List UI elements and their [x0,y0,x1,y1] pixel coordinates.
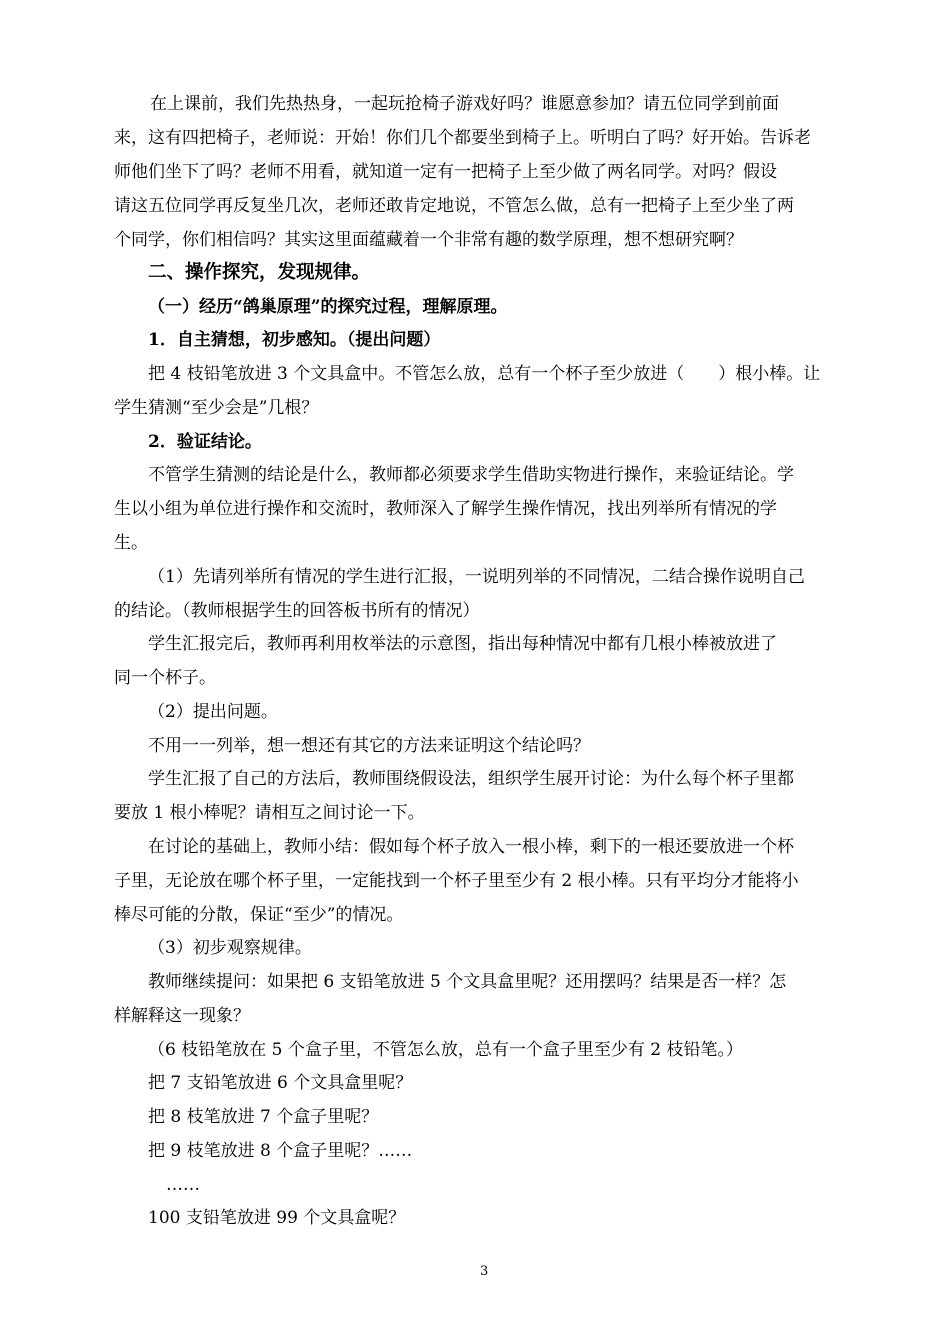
step-1-line-2: 学生猜测“至少会是”几根？ [114,398,319,418]
summary-line-3: 棒尽可能的分散，保证“至少”的情况。 [114,905,404,925]
report-line-1: 学生汇报完后，教师再利用枚举法的示意图，指出每种情况中都有几根小棒被放进了 [148,634,777,654]
example-7-6: 把 7 支铅笔放进 6 个文具盒里呢？ [148,1073,413,1093]
item-1-line-1: （1）先请列举所有情况的学生进行汇报，一说明列举的不同情况，二结合操作说明自己 [148,567,805,587]
answer-line: （6 枝铅笔放在 5 个盒子里，不管怎么放，总有一个盒子里至少有 2 枝铅笔。） [148,1040,743,1060]
summary-line-2: 子里，无论放在哪个杯子里，一定能找到一个杯子里至少有 2 根小棒。只有平均分才能将小 [114,871,799,891]
intro-line-2: 来，这有四把椅子，老师说：开始！你们几个都要坐到椅子上。听明白了吗？好开始。告诉老 [114,128,811,148]
step-2-line-3: 生。 [114,533,148,553]
discussion-line-2: 要放 1 根小棒呢？请相互之间讨论一下。 [114,803,425,823]
ellipsis-line: …… [166,1175,200,1195]
example-8-7: 把 8 枝笔放进 7 个盒子里呢？ [148,1107,379,1127]
step-2-line-2: 生以小组为单位进行操作和交流时，教师深入了解学生操作情况，找出列举所有情况的学 [114,499,777,519]
intro-line-5: 个同学，你们相信吗？其实这里面蕴藏着一个非常有趣的数学原理，想不想研究啊？ [114,230,743,250]
intro-line-1: 在上课前，我们先热热身，一起玩抢椅子游戏好吗？谁愿意参加？请五位同学到前面 [150,94,779,114]
summary-line-1: 在讨论的基础上，教师小结：假如每个杯子放入一根小棒，剩下的一根还要放进一个杯 [148,837,794,857]
question-line-2: 样解释这一现象？ [114,1006,250,1026]
step-2-heading: 2．验证结论。 [148,432,262,452]
subsection-heading: （一）经历“鸽巢原理”的探究过程，理解原理。 [148,297,508,317]
item-2-line-1: 不用一一列举，想一想还有其它的方法来证明这个结论吗？ [148,736,590,756]
step-2-line-1: 不管学生猜测的结论是什么，教师都必须要求学生借助实物进行操作，来验证结论。学 [148,465,794,485]
discussion-line-1: 学生汇报了自己的方法后，教师围绕假设法，组织学生展开讨论：为什么每个杯子里都 [148,769,794,789]
intro-line-3: 师他们坐下了吗？老师不用看，就知道一定有一把椅子上至少做了两名同学。对吗？假设 [114,162,777,182]
item-3-heading: （3）初步观察规律。 [148,938,312,958]
report-line-2: 同一个杯子。 [114,668,216,688]
step-1-line-1: 把 4 枝铅笔放进 3 个文具盒中。不管怎么放，总有一个杯子至少放进（ ）根小棒。让 [148,364,821,384]
section-heading: 二、操作探究，发现规律。 [148,262,371,283]
step-1-heading: 1．自主猜想，初步感知。（提出问题） [148,330,441,350]
question-line-1: 教师继续提问：如果把 6 支铅笔放进 5 个文具盒里呢？还用摆吗？结果是否一样？怎 [148,972,787,992]
example-100-99: 100 支铅笔放进 99 个文具盒呢？ [148,1208,406,1228]
item-2-heading: （2）提出问题。 [148,702,278,722]
item-1-line-2: 的结论。（教师根据学生的回答板书所有的情况） [114,601,480,621]
intro-line-4: 请这五位同学再反复坐几次，老师还敢肯定地说，不管怎么做，总有一把椅子上至少坐了两 [114,196,794,216]
example-9-8: 把 9 枝笔放进 8 个盒子里呢？…… [148,1141,413,1161]
page-number: 3 [480,1264,489,1279]
